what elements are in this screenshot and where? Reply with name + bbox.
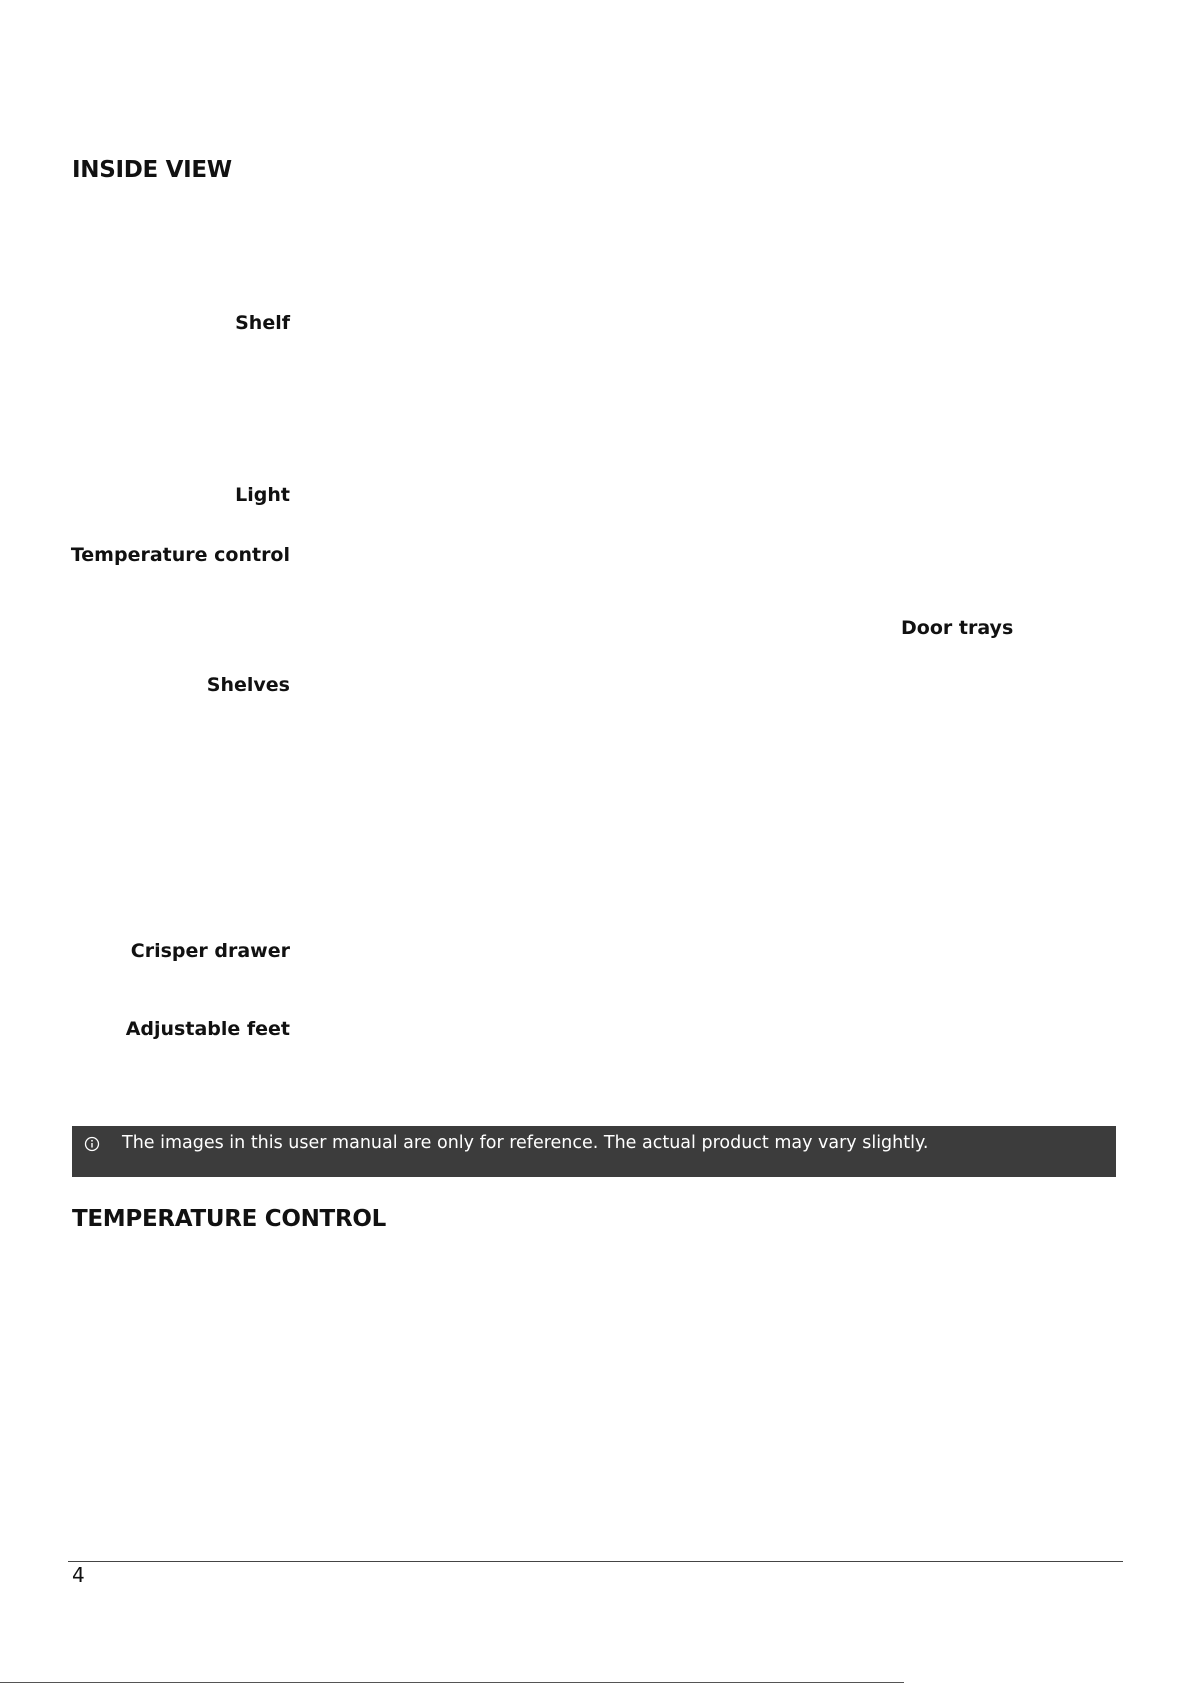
temperature-control-heading: TEMPERATURE CONTROL [72, 1206, 386, 1232]
notice-text: The images in this user manual are only for reference. The actual product may vary slightly. [122, 1133, 929, 1153]
info-icon [84, 1136, 100, 1152]
label-adjustable-feet: Adjustable feet [125, 1018, 290, 1040]
label-shelf: Shelf [235, 312, 290, 334]
label-shelves: Shelves [206, 674, 290, 696]
label-light: Light [235, 484, 290, 506]
label-temperature-control: Temperature control [70, 544, 290, 566]
footer-divider [68, 1561, 1123, 1562]
label-crisper-drawer: Crisper drawer [130, 940, 290, 962]
bottom-edge-rule [0, 1682, 904, 1683]
label-door-trays: Door trays [901, 617, 1014, 639]
reference-notice [72, 1126, 1116, 1177]
inside-view-heading: INSIDE VIEW [72, 157, 232, 183]
inside-view-diagram [0, 280, 1192, 1060]
page-number: 4 [72, 1563, 85, 1587]
